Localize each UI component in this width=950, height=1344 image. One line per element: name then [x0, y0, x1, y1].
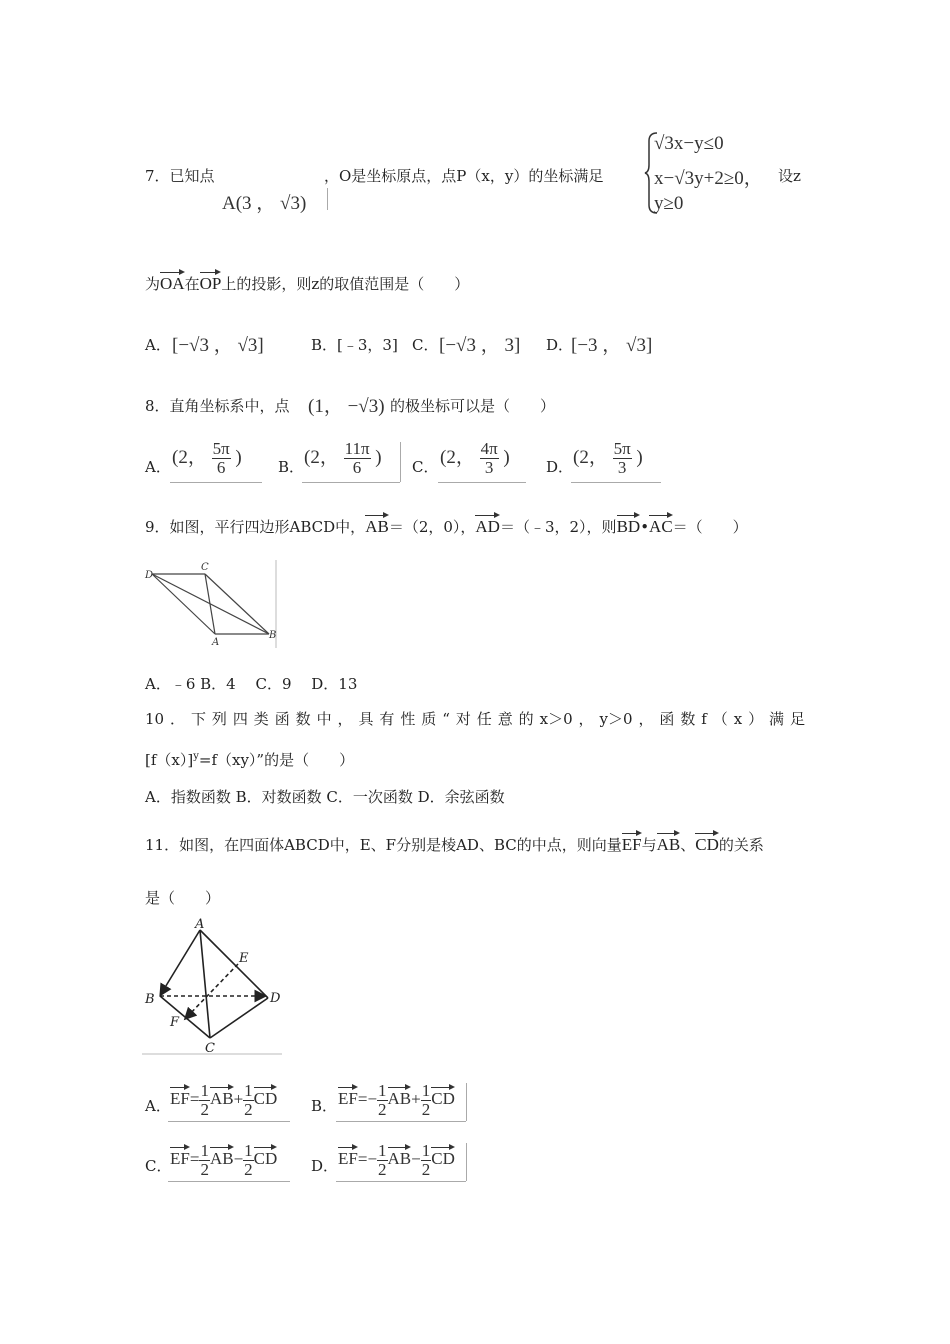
q11-vector-ab: AB [656, 835, 681, 854]
q7-option-c-label: C． [412, 336, 439, 354]
q8-stem-b: 的极坐标可以是（ ） [390, 397, 556, 415]
q10-line2-a: [f（x）] [145, 751, 194, 769]
q8-option-a-label: A． [145, 458, 171, 476]
q8-point: (1， −√3) [308, 396, 385, 417]
q8-option-d [573, 440, 643, 477]
q8-b-num: 11π [344, 439, 370, 458]
q7-system-ineq-1: √3x−y≤0 [654, 133, 724, 154]
q11-a-frac2-den: 2 [244, 1100, 253, 1119]
q11-a-frac2 [243, 1082, 254, 1119]
q8-b-den: 6 [352, 458, 362, 477]
q11-option-b-label: B． [311, 1097, 338, 1115]
q8-c-num: 4π [480, 439, 498, 458]
q11-a-plus: + [233, 1089, 244, 1109]
q11-tetrahedron-figure [140, 916, 285, 1056]
q8-a-num: 5π [212, 439, 230, 458]
q7-set-z: 设z [778, 167, 801, 185]
q11-a-frac1-den: 2 [200, 1100, 209, 1119]
q11-d-frac1-den: 2 [378, 1160, 387, 1179]
q8-d-pre: (2， [573, 446, 608, 468]
q7-system-ineq-3: y≥0 [654, 193, 684, 214]
q11-option-d-expr [338, 1142, 455, 1179]
q11-c-ef: EF [170, 1149, 190, 1169]
q11-c-frac2 [243, 1142, 254, 1179]
q7-option-a: [−√3 ， √3] [172, 335, 264, 356]
q9-label-a: A [212, 637, 220, 648]
q11-label-c: C [205, 1041, 215, 1056]
q8-stem-a: 8．直角坐标系中，点 [145, 397, 290, 415]
q8-d-den: 3 [617, 458, 627, 477]
q8-option-b-rule [400, 442, 401, 482]
q8-option-d-label: D． [546, 458, 574, 476]
q11-d-frac2-den: 2 [421, 1160, 431, 1179]
q11-vector-cd: CD [695, 835, 719, 854]
q11-option-a-expr [170, 1082, 277, 1119]
q11-d-eq: = [357, 1149, 368, 1169]
q9-parallelogram-figure [143, 560, 283, 650]
q8-c-pre: (2， [440, 446, 475, 468]
q11-option-b-underline [336, 1121, 466, 1122]
q11-b-frac1-den: 2 [378, 1100, 387, 1119]
q11-d-minus: − [411, 1149, 421, 1169]
q7-zai: 在 [184, 275, 200, 293]
q8-b-post: ) [375, 446, 382, 468]
q7-option-d-label: D． [546, 336, 574, 354]
q11-b-frac2-den: 2 [421, 1100, 431, 1119]
q11-a-ef: EF [170, 1089, 190, 1109]
q11-option-d-rule [466, 1143, 467, 1181]
q9-label-d: D [145, 570, 154, 581]
q8-c-fraction [480, 440, 499, 477]
q10-line2-b: =f（xy）”的是（ ） [198, 751, 355, 769]
q11-option-a-underline [168, 1121, 290, 1122]
q9-stem-c: ＝（﹣3，2），则 [499, 518, 617, 536]
q11-c-frac1 [199, 1142, 210, 1179]
q8-option-b [304, 440, 382, 477]
q11-a-frac1 [199, 1082, 210, 1119]
q11-option-b-expr [338, 1082, 455, 1119]
q11-b-ab: AB [387, 1089, 412, 1109]
q11-a-eq: = [189, 1089, 200, 1109]
q11-c-frac1-num: 1 [200, 1141, 209, 1160]
q11-b-plus: + [411, 1089, 421, 1109]
q11-c-cd: CD [253, 1149, 278, 1169]
q11-stem [145, 834, 764, 855]
q8-a-post: ) [235, 446, 242, 468]
q7-vector-oa: OA [160, 274, 185, 293]
q11-b-frac1 [377, 1082, 388, 1119]
q7-option-d: [−3 ， √3] [571, 335, 653, 356]
q11-b-frac2-num: 1 [421, 1081, 431, 1100]
q10-line2 [145, 749, 354, 770]
q11-a-ab: AB [209, 1089, 234, 1109]
q11-b-frac2 [421, 1082, 432, 1119]
q11-c-minus: − [233, 1149, 244, 1169]
q11-d-neg: − [367, 1149, 378, 1169]
q11-a-frac2-num: 1 [244, 1081, 253, 1100]
q8-b-pre: (2， [304, 446, 339, 468]
q7-line2-rest: 上的投影，则z的取值范围是（ ） [221, 275, 470, 293]
q8-option-c-label: C． [412, 458, 439, 476]
q8-option-c [440, 440, 510, 477]
q8-option-a [172, 440, 242, 477]
q8-d-fraction [613, 440, 632, 477]
q11-d-ef: EF [338, 1149, 358, 1169]
q11-option-c-label: C． [145, 1157, 172, 1175]
q11-yu: 与 [641, 836, 657, 854]
q9-stem-a: 9．如图，平行四边形ABCD中， [145, 518, 366, 536]
q9-vector-ab: AB [365, 517, 389, 536]
q7-stem-mid: ，O是坐标原点，点P（x，y）的坐标满足 [324, 167, 604, 185]
q11-option-a-label: A． [145, 1097, 171, 1115]
q7-intro: 7．已知点 [145, 167, 215, 185]
q9-vector-ac: AC [649, 517, 673, 536]
q11-stem-b: 的关系 [718, 836, 764, 854]
q7-vector-op: OP [199, 274, 222, 293]
q8-option-b-underline [302, 482, 400, 483]
q9-stem-d: ＝（ ） [672, 518, 748, 536]
q8-d-num: 5π [613, 439, 631, 458]
q9-label-c: C [201, 562, 209, 573]
q10-options: A．指数函数 B．对数函数 C．一次函数 D．余弦函数 [145, 788, 505, 806]
q11-label-a: A [195, 917, 205, 932]
q11-c-eq: = [189, 1149, 200, 1169]
q11-a-cd: CD [253, 1089, 278, 1109]
q11-option-b-rule [466, 1083, 467, 1121]
q11-b-frac1-num: 1 [378, 1081, 387, 1100]
q11-d-ab: AB [387, 1149, 412, 1169]
q10-superscript-y: y [193, 751, 199, 762]
q11-label-f: F [170, 1015, 180, 1030]
q11-d-cd: CD [431, 1149, 455, 1169]
q11-d-frac1 [377, 1142, 388, 1179]
q8-option-d-underline [571, 482, 661, 483]
q9-stem-b: ＝（2，0）， [388, 518, 476, 536]
q11-d-frac1-num: 1 [378, 1141, 387, 1160]
q9-vector-ad: AD [475, 517, 500, 536]
q8-a-fraction [212, 440, 231, 477]
q9-vector-bd: BD [616, 517, 641, 536]
q11-c-ab: AB [209, 1149, 234, 1169]
q8-option-c-underline [438, 482, 526, 483]
q7-line2 [145, 273, 469, 294]
q11-option-c-underline [168, 1181, 290, 1182]
q11-c-frac1-den: 2 [200, 1160, 209, 1179]
q7-option-a-label: A． [145, 336, 171, 354]
q9-stem [145, 516, 748, 537]
q9-dot: • [640, 518, 650, 536]
q11-label-d: D [270, 991, 281, 1006]
q8-a-pre: (2， [172, 446, 207, 468]
q11-d-frac2-num: 1 [421, 1141, 431, 1160]
q11-label-b: B [145, 992, 155, 1007]
q8-d-post: ) [636, 446, 643, 468]
q11-b-eq: = [357, 1089, 368, 1109]
q11-option-d-label: D． [311, 1157, 339, 1175]
q7-point-a: A(3 ， √3) [222, 193, 307, 214]
q11-b-neg: − [367, 1089, 378, 1109]
q7-option-b: B．[﹣3，3] [311, 336, 398, 354]
q9-options: A．﹣6 B．4 C．9 D．13 [145, 675, 358, 693]
q8-option-b-label: B． [278, 458, 305, 476]
q8-a-den: 6 [216, 458, 226, 477]
q7-option-c: [−√3 ， 3] [439, 335, 521, 356]
q7-system-ineq-2: x−√3y+2≥0， [654, 168, 763, 189]
q11-d-frac2 [421, 1142, 432, 1179]
q11-stem-a: 11．如图，在四面体ABCD中，E、F分别是棱AD、BC的中点，则向量 [145, 836, 622, 854]
q10-line1: 10．下列四类函数中，具有性质“对任意的x＞0，y＞0，函数f（x）满足 [145, 710, 805, 728]
q11-label-e: E [239, 951, 249, 966]
q11-c-frac2-den: 2 [244, 1160, 253, 1179]
q11-b-ef: EF [338, 1089, 358, 1109]
q8-c-post: ) [503, 446, 510, 468]
q7-point-rule [327, 188, 328, 210]
q11-a-frac1-num: 1 [200, 1081, 209, 1100]
q11-line2: 是（ ） [145, 889, 221, 907]
q7-wei: 为 [145, 275, 161, 293]
q8-option-a-underline [170, 482, 262, 483]
q11-vector-ef: EF [621, 835, 642, 854]
q9-label-b: B [269, 630, 277, 641]
q11-option-c-expr [170, 1142, 277, 1179]
q11-option-d-underline [336, 1181, 466, 1182]
q11-c-frac2-num: 1 [244, 1141, 253, 1160]
q8-c-den: 3 [484, 458, 494, 477]
q11-b-cd: CD [431, 1089, 455, 1109]
q11-dun: 、 [680, 836, 696, 854]
q8-b-fraction [344, 440, 371, 477]
